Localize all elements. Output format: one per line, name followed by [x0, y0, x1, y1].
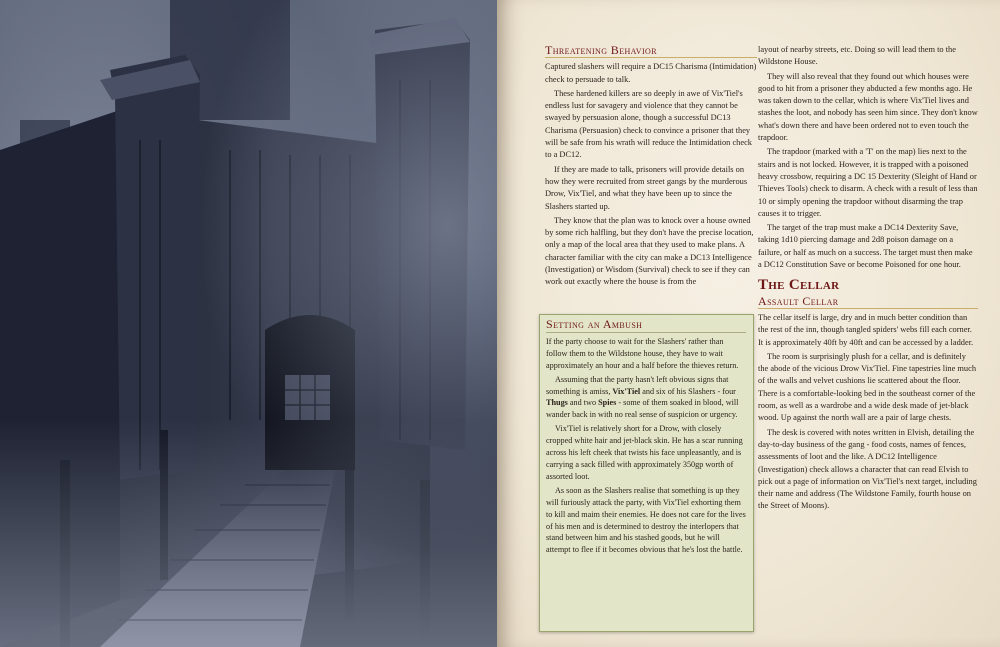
heading-setting-an-ambush: Setting an Ambush	[546, 319, 746, 333]
paragraph: These hardened killers are so deeply in awe of Vix'Tiel's endless lust for savagery and violence that they cannot be swayed by persuasion alone, though a successful DC13 Charisma (Persuasion) check to convince a prisoner that they will be safe from his wrath will reduce the Intimidation check to a DC12.	[545, 88, 752, 160]
paragraph: They will also reveal that they found out which houses were good to hit from a prisoner they abducted a few months ago. He was taken down to the cellar, which is where Vix'Tiel lives and stashes the loot, and nobody has seen him since. They don't know what's down there and have been ordered not to even touch the trapdoor.	[758, 71, 978, 143]
book-page	[497, 0, 1000, 647]
bold-name: Vix'Tiel	[612, 386, 641, 396]
heading-threatening-behavior: Threatening Behavior	[545, 44, 757, 58]
paragraph: They know that the plan was to knock over a house owned by some rich halfling, but they don't have the precise location, only a map of the local area that they used to make plans. A character familiar with the city can make a DC13 Intelligence (Investigation) or Wisdom (Survival) check to see if they can work out exactly where the house is from the	[545, 215, 754, 287]
paragraph: As soon as the Slashers realise that something is up they will furiously attack the party, with Vix'Tiel exhorting them to kill and maim their enemies. He does not care for the lives of his men and is determined to destroy the interlopers that stand between him and his stashed goods, but he will attempt to flee if it becomes obvious that he's lost the battle.	[546, 485, 746, 555]
left-column	[545, 44, 757, 291]
paragraph	[546, 374, 746, 422]
text: - some of them soaked in blood, will wander back in with no real sense of suspicion or urgency.	[546, 398, 739, 420]
illustration	[0, 0, 497, 647]
paragraph: The target of the trap must make a DC14 Dexterity Save, taking 1d10 piercing damage and 2d8 poison damage on a failure, or half as much on a success. The target must then make a DC12 Constitution Save or become Poisoned for one hour.	[758, 223, 973, 270]
text: and two	[567, 398, 599, 408]
text: and six of his Slashers - four	[640, 386, 736, 396]
paragraph: layout of nearby streets, etc. Doing so will lead them to the Wildstone House.	[758, 45, 956, 67]
bold-name: Spies	[598, 398, 617, 408]
paragraph: If they are made to talk, prisoners will provide details on how they were recruited from street gangs by the murderous Drow, Vix'Tiel, and what they have been up to since the Slashers started up.	[545, 164, 748, 211]
paragraph: The cellar itself is large, dry and in much better condition than the rest of the inn, though tangled spiders' webs fill each corner. It is approximately 40ft by 40ft and can be accessed by a ladder.	[758, 312, 974, 347]
paragraph: The room is surprisingly plush for a cellar, and is definitely the abode of the vicious Drow Vix'Tiel. Fine tapestries line much of the walls and velvet cushions lie scattered about the floor. There is a comfortable-looking bed in the southeast corner of the room, as well as a wardrobe and a wide desk made of jet-black wood. Up against the north wall are a pair of large chests.	[758, 351, 977, 423]
right-column	[758, 44, 978, 515]
heading-assault-cellar: Assault Cellar	[758, 295, 978, 309]
sidebar-box-ambush	[539, 314, 754, 632]
text: Assuming that the party hasn't left obvious signs that something is amiss,	[546, 374, 729, 396]
paragraph: The trapdoor (marked with a 'T' on the map) lies next to the stairs and is not locked. However, it is trapped with a poisoned heavy crossbow, requiring a DC 15 Dexterity (Sleight of Hand or Thieves Tools) check to disarm. A check with a result of less than 10 or simply opening the trapdoor without disarming the trap causes it to trigger.	[758, 147, 978, 218]
paragraph: Vix'Tiel is relatively short for a Drow, with closely cropped white hair and jet-black skin. He has a scar running across his left cheek that twists his face unpleasantly, and is carrying a sack filled with approximately 350gp worth of assorted loot.	[546, 424, 743, 481]
paragraph: Captured slashers will require a DC15 Charisma (Intimidation) check to persuade to talk.	[545, 62, 757, 84]
bold-name: Thugs	[546, 398, 568, 408]
gatehouse-illustration	[0, 0, 497, 647]
paragraph: The desk is covered with notes written in Elvish, detailing the day-to-day business of the gang - food costs, names of fences, assessments of loot and the like. A DC12 Intelligence (Investigation) check allows a character that can read Elvish to pick out a page of information on Vix'Tiel's next target, including their name and address (The Wildstone Family, fourth house on the Street of Moons).	[758, 427, 977, 511]
section-title-the-cellar: The Cellar	[758, 277, 840, 294]
paragraph: If the party choose to wait for the Slashers' rather than follow them to the Wildstone house, they have to wait approximately an hour and a half before the thieves return.	[546, 336, 739, 370]
